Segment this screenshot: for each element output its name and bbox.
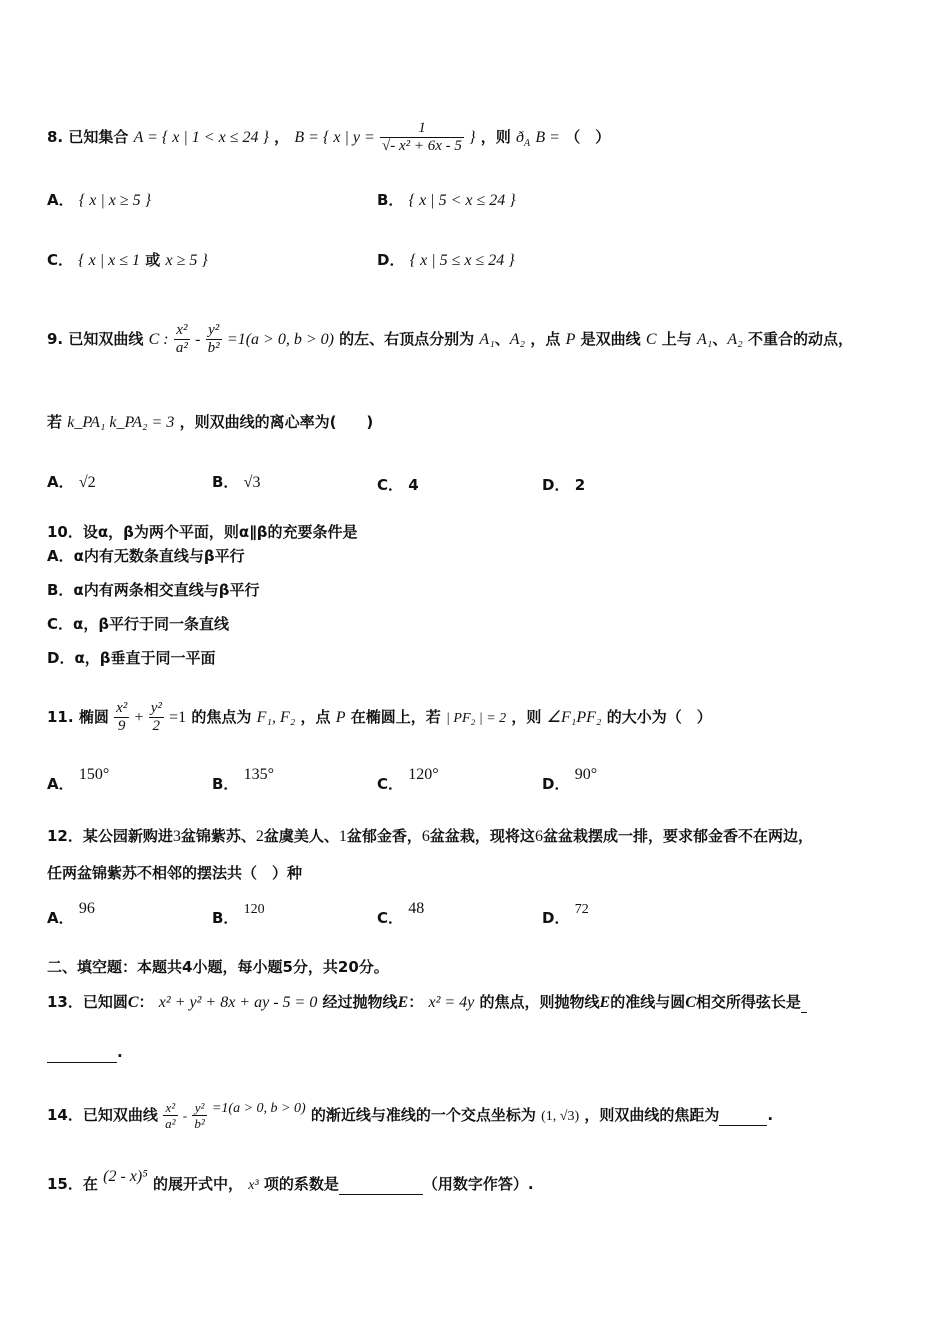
q14-lead: 14．已知双曲线 (47, 1106, 158, 1124)
q13-blank-line (47, 1042, 123, 1063)
q12-stem-line1 (47, 826, 813, 847)
option-text: 48 (408, 900, 425, 917)
q13-circle-eq: x² + y² + 8x + ay - 5 = 0 (158, 994, 318, 1011)
q11-end: 的大小为（ ） (606, 708, 712, 726)
q14-eq-tail: =1(a > 0, b > 0) (211, 1101, 306, 1116)
q11-option-c[interactable] (377, 766, 439, 795)
option-label: D． (542, 775, 570, 793)
q9-k-expression: k_PA₁ k_PA₂ = 3 (67, 414, 175, 431)
q11-option-a[interactable] (47, 766, 110, 795)
option-label: A． (47, 775, 74, 793)
q15-term: x³ (248, 1178, 259, 1193)
q12-text: 盆盆栽摆成一排，要求郁金香不在两边， (542, 827, 813, 845)
q9-fraction-x (174, 322, 190, 357)
option-text: 96 (78, 900, 95, 917)
q10-option-a[interactable]: A．α内有无数条直线与β平行 (47, 547, 245, 565)
q11-foci: F₁, F₂ (256, 709, 296, 726)
q13-tail: 的焦点，则抛物线 (479, 993, 600, 1011)
q12-stem-line2: 任两盆锦紫苏不相邻的摆法共（ ）种 (47, 864, 303, 882)
q11-mid: 的焦点为 (191, 708, 252, 726)
q9-c: C (645, 331, 657, 348)
option-label: C． (377, 909, 404, 927)
q13-blank-start[interactable] (801, 992, 807, 1013)
option-text: 4 (408, 476, 419, 494)
option-label: D． (377, 251, 405, 269)
q12-num: 3 (172, 828, 181, 845)
option-text: 150° (78, 766, 110, 783)
q15-mid: 的展开式中， (153, 1175, 244, 1193)
q13-parabola-eq: x² = 4y (428, 994, 475, 1011)
q11-eq: =1 (169, 709, 187, 726)
option-text: √2 (78, 474, 96, 491)
q12-option-c[interactable] (377, 900, 425, 929)
q8-comma: ， (274, 128, 290, 146)
q12-text: 盆郁金香， (346, 827, 422, 845)
q8-set-b-den: √- x² + 6x - 5 (381, 138, 462, 154)
q9-stem (47, 322, 853, 357)
q12-text: 12．某公园新购进 (47, 827, 173, 845)
frac-num: x² (163, 1100, 177, 1116)
q9-curve-name: C : (148, 331, 169, 348)
q15-answer-blank[interactable] (339, 1174, 423, 1195)
q14-minus: - (182, 1108, 188, 1123)
q14-stem (47, 1100, 773, 1131)
q13-c: C (127, 994, 139, 1011)
q13-lead: 13．已知圆 (47, 993, 128, 1011)
q10-option-d[interactable]: D．α，β垂直于同一平面 (47, 649, 216, 667)
q11-fraction-y (149, 700, 164, 735)
q9-line2-lead: 若 (47, 413, 63, 431)
q13-tail2: 的准线与圆 (610, 993, 686, 1011)
q12-num: 2 (255, 828, 264, 845)
option-label: A． (47, 473, 74, 491)
q14-mid: 的渐近线与准线的一个交点坐标为 (310, 1106, 536, 1124)
option-text: 2 (574, 476, 586, 494)
q15-lead: 15．在 (47, 1175, 98, 1193)
option-label: B． (212, 775, 239, 793)
q9-mid4: 上与 (661, 330, 692, 348)
q8-set-b-num: 1 (380, 120, 464, 138)
q11-mid2: ，点 (300, 708, 331, 726)
q9-lead: 已知双曲线 (68, 330, 144, 348)
q9-a2b: A₂ (727, 331, 743, 348)
option-label: A． (47, 909, 74, 927)
q15-tail: 项的系数是 (263, 1175, 339, 1193)
option-text: { x | x ≥ 5 } (78, 192, 152, 209)
q9-option-d[interactable] (542, 475, 585, 495)
frac-den: b² (207, 340, 220, 356)
q9-eq-tail: =1(a > 0, b > 0) (226, 331, 334, 348)
q10-stem: 10．设α，β为两个平面，则α∥β的充要条件是 (47, 523, 358, 541)
q11-plus: + (134, 709, 144, 726)
q11-option-b[interactable] (212, 766, 275, 795)
section-heading: 二、填空题：本题共4小题，每小题5分，共20分。 (47, 958, 389, 976)
q9-a2: A₂ (509, 331, 526, 348)
q10-option-b[interactable]: B．α内有两条相交直线与β平行 (47, 581, 260, 599)
option-label: C． (377, 476, 404, 494)
option-label: B． (212, 473, 239, 491)
q14-end: . (767, 1106, 774, 1124)
frac-den: a² (165, 1116, 176, 1131)
frac-num: y² (192, 1100, 206, 1116)
q11-p: P (335, 709, 346, 726)
q11-lead: 椭圆 (78, 708, 109, 726)
frac-num: x² (174, 322, 190, 340)
q12-text: 盆虞美人、 (263, 827, 339, 845)
frac-den: a² (175, 340, 188, 356)
q14-point: (1, √3) (541, 1109, 580, 1124)
q9-sep: 、 (494, 330, 510, 348)
q9-a1b: A₁ (697, 331, 713, 348)
q8-stem (47, 120, 610, 155)
frac-den: b² (194, 1116, 205, 1131)
q8-option-c[interactable] (47, 250, 208, 271)
q8-paren: （ ） (565, 128, 611, 146)
option-text: { x | 5 ≤ x ≤ 24 } (409, 252, 515, 269)
q9-number: 9. (47, 330, 64, 348)
q8-option-b[interactable] (377, 190, 516, 211)
option-text: { x | 5 < x ≤ 24 } (408, 192, 516, 209)
q13-c2: C (685, 994, 696, 1011)
option-label: C． (47, 251, 74, 269)
option-text: 135° (243, 766, 275, 783)
q13-mid: 经过抛物线 (322, 993, 398, 1011)
frac-den: 9 (117, 718, 126, 734)
q11-condition: | PF₂ | = 2 (446, 711, 507, 726)
frac-num: y² (206, 322, 222, 340)
frac-num: y² (150, 700, 162, 716)
q9-stem-line2 (47, 412, 373, 433)
q13-e2: E (599, 994, 611, 1011)
option-label: A． (47, 191, 74, 209)
q13-colon2: ： (408, 993, 424, 1011)
q13-stem (47, 992, 807, 1013)
q9-option-b[interactable] (212, 472, 260, 493)
option-label: D． (542, 909, 570, 927)
q8-lead: 已知集合 (68, 128, 129, 146)
q10-option-c[interactable]: C．α，β平行于同一条直线 (47, 615, 230, 633)
q9-option-a[interactable] (47, 472, 96, 493)
q12-option-d[interactable] (542, 902, 589, 930)
option-text-b: x ≥ 5 } (165, 252, 208, 269)
q8-option-d[interactable] (377, 250, 515, 271)
q12-option-a[interactable] (47, 900, 95, 929)
q8-set-b-right: } (469, 129, 476, 146)
frac-num: x² (116, 700, 128, 716)
q14-answer-blank[interactable] (719, 1105, 767, 1126)
q9-mid: 的左、右顶点分别为 (339, 330, 475, 348)
q9-a1: A₁ (479, 331, 495, 348)
q12-num: 6 (421, 828, 430, 845)
q13-end: . (117, 1043, 123, 1061)
q9-mid2: ，点 (530, 330, 561, 348)
q8-tail: ，则 (480, 128, 511, 146)
q9-fraction-y (206, 322, 222, 357)
q9-end: 不重合的动点， (747, 330, 853, 348)
q14-tail: ，则双曲线的焦距为 (584, 1106, 720, 1124)
option-text: √3 (243, 474, 261, 491)
q11-stem (47, 700, 712, 735)
q8-option-a[interactable] (47, 190, 151, 211)
q8-set-b-left: B = { x | y = (294, 129, 375, 146)
q8-complement-b: B = (535, 129, 560, 146)
q11-option-d[interactable] (542, 766, 598, 795)
q11-mid4: ，则 (511, 708, 542, 726)
q9-mid3: 是双曲线 (580, 330, 641, 348)
q8-complement: $ð_A$ (516, 129, 531, 150)
option-label: D． (542, 476, 570, 494)
option-label: C． (377, 775, 404, 793)
q8-set-a: A = { x | 1 < x ≤ 24 } (133, 129, 269, 146)
option-text: 120 (243, 902, 265, 917)
q12-num: 6 (534, 828, 543, 845)
q11-angle: ∠F₁PF₂ (546, 709, 602, 726)
q15-expression: (2 - x)⁵ (103, 1168, 148, 1185)
q12-num: 1 (338, 828, 347, 845)
q9-line2-tail: ，则双曲线的离心率为( ) (179, 413, 374, 431)
q12-option-b[interactable] (212, 902, 265, 930)
q11-number: 11. (47, 708, 74, 726)
q9-minus: - (195, 331, 201, 348)
q13-tail3: 相交所得弦长是 (695, 993, 801, 1011)
frac-den: 2 (152, 718, 161, 734)
option-label: B． (212, 909, 239, 927)
q13-answer-blank[interactable] (47, 1042, 117, 1063)
q12-text: 盆盆栽，现将这 (429, 827, 535, 845)
q13-e: E (397, 994, 409, 1011)
q14-fraction-y (192, 1100, 206, 1131)
q11-mid3: 在椭圆上，若 (350, 708, 441, 726)
option-label: B． (377, 191, 404, 209)
option-or: 或 (145, 251, 161, 269)
q15-end: （用数字作答）. (422, 1175, 534, 1193)
option-text: 120° (408, 766, 439, 783)
q9-p: P (565, 331, 576, 348)
q13-colon: ： (138, 993, 154, 1011)
q9-sep2: 、 (712, 330, 728, 348)
q9-option-c[interactable] (377, 475, 419, 495)
option-text: 90° (574, 766, 598, 783)
option-text: { x | x ≤ 1 (78, 252, 141, 269)
q8-set-b-fraction (380, 120, 464, 155)
q12-text: 盆锦紫苏、 (180, 827, 256, 845)
q8-number: 8. (47, 128, 64, 146)
q11-fraction-x (114, 700, 129, 735)
option-text: 72 (574, 902, 589, 917)
q15-stem (47, 1168, 534, 1196)
q14-fraction-x (163, 1100, 177, 1131)
